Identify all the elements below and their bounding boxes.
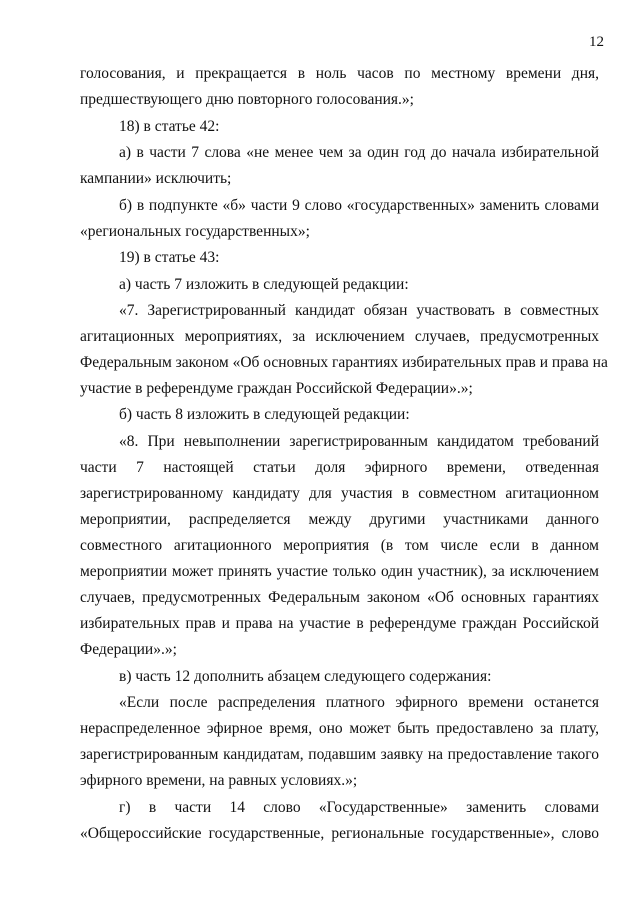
text-line: участие в референдуме граждан Российской Федерации».»;	[80, 380, 473, 397]
text-line: кампании» исключить;	[80, 170, 232, 187]
text-line: Федеральным законом «Об основных гарантиях избирательных прав и права на	[80, 354, 608, 371]
text-line: б) в подпункте «б» части 9 слово «государственных» заменить словами	[119, 197, 599, 214]
text-line: мероприятии, распределяется между другими участниками данного	[80, 511, 599, 528]
text-line: случаев, предусмотренных Федеральным законом «Об основных гарантиях	[80, 589, 599, 606]
text-line: г) в части 14 слово «Государственные» заменить словами	[119, 799, 599, 816]
text-line: «региональных государственных»;	[80, 223, 310, 240]
text-line: «Если после распределения платного эфирного времени останется	[119, 694, 599, 711]
text-line: агитационных мероприятиях, за исключением случаев, предусмотренных	[80, 328, 599, 345]
text-line: Федерации».»;	[80, 641, 177, 658]
text-line: зарегистрированному кандидату для участия в совместном агитационном	[80, 485, 599, 502]
text-line: предшествующего дню повторного голосования.»;	[80, 91, 414, 108]
text-line: в) часть 12 дополнить абзацем следующего содержания:	[119, 668, 492, 685]
text-line: а) в части 7 слова «не менее чем за один год до начала избирательной	[119, 144, 599, 161]
text-line: совместного агитационного мероприятия (в том числе если в данном	[80, 537, 599, 554]
text-line: 18) в статье 42:	[119, 118, 220, 135]
text-line: мероприятии может принять участие только один участник), за исключением	[80, 563, 599, 580]
text-line: а) часть 7 изложить в следующей редакции:	[119, 276, 409, 293]
text-line: «8. При невыполнении зарегистрированным кандидатом требований	[119, 433, 599, 450]
text-line: б) часть 8 изложить в следующей редакции:	[119, 406, 410, 423]
page-number: 12	[589, 34, 604, 50]
text-line: части 7 настоящей статьи доля эфирного времени, отведенная	[80, 459, 599, 476]
text-line: эфирного времени, на равных условиях.»;	[80, 772, 358, 789]
text-line: нераспределенное эфирное время, оно может быть предоставлено за плату,	[80, 720, 599, 737]
text-line: зарегистрированным кандидатам, подавшим заявку на предоставление такого	[80, 746, 599, 763]
text-line: голосования, и прекращается в ноль часов по местному времени дня,	[80, 65, 599, 82]
text-line: избирательных прав и права на участие в референдуме граждан Российской	[80, 615, 599, 632]
text-line: «Общероссийские государственные, региональные государственные», слово	[80, 825, 599, 842]
text-line: 19) в статье 43:	[119, 249, 220, 266]
text-line: «7. Зарегистрированный кандидат обязан участвовать в совместных	[119, 302, 599, 319]
